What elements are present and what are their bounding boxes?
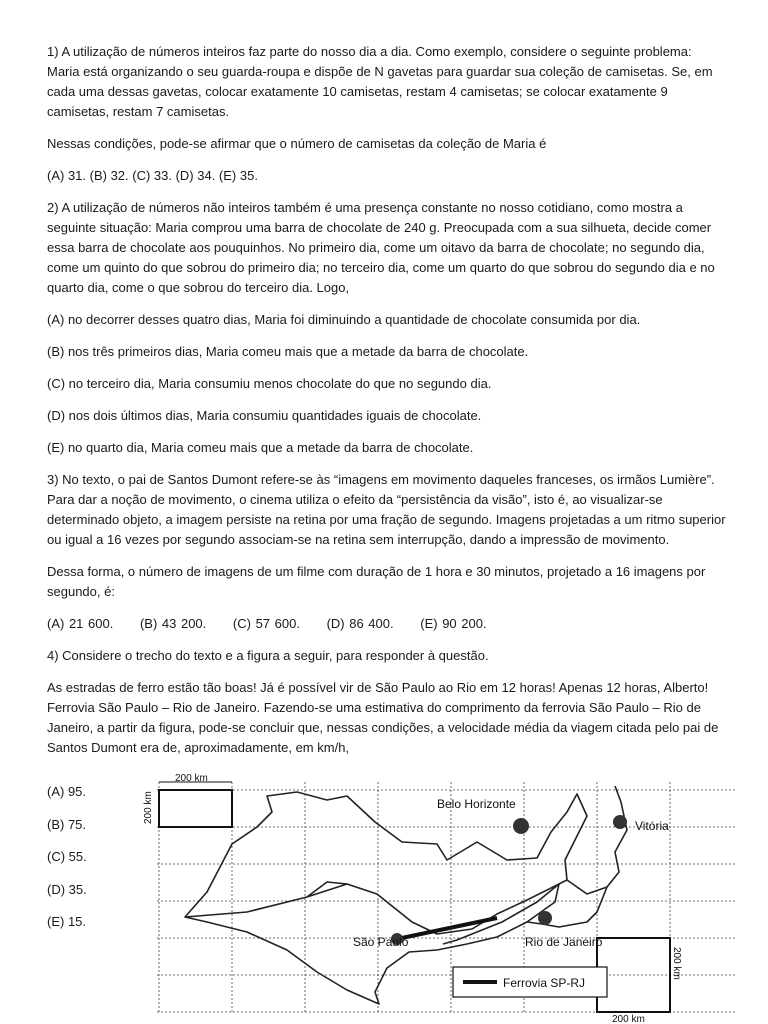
- q2-option-b: (B) nos três primeiros dias, Maria comeu mais que a metade da barra de chocolate.: [47, 344, 529, 359]
- q3-option-a: (A) 21 600.: [47, 616, 114, 631]
- q4-options: [47, 782, 137, 945]
- q4-option-e: (E) 15.: [47, 914, 87, 929]
- scale-label-left: 200 km: [143, 791, 154, 824]
- scale-box-top-left: [159, 790, 232, 827]
- q3-stem: 3) No texto, o pai de Santos Dumont refere-se às “imagens em movimento daqueles franceses, os irmãos Lumière”. Para dar a noção de movimento, o cinema utiliza o efeito da “persistência da visão”, isto é, ao visualizar-se determinado objeto, a imagem persiste na retina por uma fração de segundo. Imagens projetadas a um ritmo superior ou igual a 16 vezes por segundo associam-se na retina sem interrupção, dando a impressão de movimento.: [47, 472, 726, 547]
- q4-option-b: (B) 75.: [47, 816, 87, 832]
- q1-question: Nessas condições, pode-se afirmar que o número de camisetas da coleção de Maria é: [47, 136, 547, 151]
- q3-option-c: (C) 57 600.: [232, 616, 300, 631]
- q3-option-e: (E) 90 200.: [420, 616, 487, 631]
- city-dot-bh: [513, 818, 529, 834]
- q2-option-e: (E) no quarto dia, Maria comeu mais que a metade da barra de chocolate.: [47, 440, 474, 455]
- city-label-vitoria: Vitória: [635, 819, 669, 833]
- q3-option-b: (B) 43 200.: [139, 616, 207, 631]
- q4-intro: 4) Considere o trecho do texto e a figura a seguir, para responder à questão.: [47, 648, 489, 663]
- q4-figure: [47, 772, 747, 1022]
- legend-label: Ferrovia SP-RJ: [503, 976, 586, 990]
- q4-option-c: (C) 55.: [47, 849, 87, 864]
- q4-option-a: (A) 95.: [47, 784, 87, 799]
- city-label-sp: São Paulo: [353, 935, 409, 949]
- q4-option-d: (D) 35.: [47, 881, 87, 897]
- scale-label-right: 200 km: [671, 947, 682, 980]
- map-legend: [453, 967, 607, 997]
- q3-option-d: (D) 86 400.: [326, 616, 394, 631]
- document-page: [47, 42, 727, 770]
- city-label-rj: Rio de Janeiro: [525, 935, 603, 949]
- q2-option-a: (A) no decorrer desses quatro dias, Maria foi diminuindo a quantidade de chocolate consumida por dia.: [47, 312, 641, 327]
- map-grid: [157, 782, 737, 1012]
- q1-options: (A) 31. (B) 32. (C) 33. (D) 34. (E) 35.: [47, 168, 258, 183]
- city-label-bh: Belo Horizonte: [437, 797, 516, 811]
- southeast-map: [143, 772, 747, 1024]
- scale-label-bottom: 200 km: [612, 1014, 645, 1024]
- q4-stem: As estradas de ferro estão tão boas! Já é possível vir de São Paulo ao Rio em 12 horas! Apenas 12 horas, Alberto! Ferrovia São Paulo – Rio de Janeiro. Fazendo-se uma estimativa do comprimento da ferrovia São Paulo – Rio de Janeiro, a partir da figura, pode-se concluir que, nessas condições, a velocidade média da viagem citada pelo pai de Santos Dumont era de, aproximadamente, em km/h,: [47, 680, 719, 755]
- q3-question: Dessa forma, o número de imagens de um filme com duração de 1 hora e 30 minutos, projetado a 16 imagens por segundo, é:: [47, 564, 706, 599]
- q2-stem: 2) A utilização de números não inteiros também é uma presença constante no nosso cotidiano, como mostra a seguinte situação: Maria comprou uma barra de chocolate de 240 g. Preocupada com a sua silhueta, decide comer essa barra de chocolate aos pouquinhos. No primeiro dia, come um oitavo da barra de chocolate; no segundo dia, come um quinto do que sobrou do primeiro dia; no terceiro dia, come um quarto do que sobrou do segundo dia e no quarto dia, come o que sobrou do terceiro dia. Logo,: [47, 200, 715, 295]
- city-dot-rj: [538, 911, 552, 925]
- scale-label-top: 200 km: [175, 773, 208, 784]
- city-dot-vitoria: [613, 815, 627, 829]
- q2-option-d: (D) nos dois últimos dias, Maria consumiu quantidades iguais de chocolate.: [47, 408, 482, 423]
- q3-options: [47, 614, 727, 634]
- q1-stem: 1) A utilização de números inteiros faz parte do nosso dia a dia. Como exemplo, considere o seguinte problema: Maria está organizando o seu guarda-roupa e dispõe de N gavetas para guardar sua coleção de camisetas. Se, em cada uma dessas gavetas, colocar exatamente 10 camisetas, restam 4 camisetas; se colocar exatamente 9 camisetas, restam 7 camisetas.: [47, 44, 713, 119]
- q2-option-c: (C) no terceiro dia, Maria consumiu menos chocolate do que no segundo dia.: [47, 376, 492, 391]
